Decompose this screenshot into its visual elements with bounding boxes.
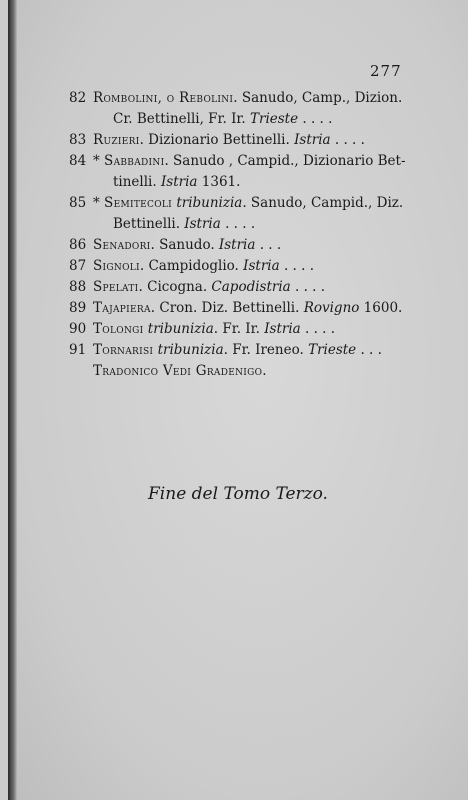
place-name: Istria [294, 132, 331, 148]
asterisk-mark: * [93, 195, 105, 211]
entry-text: . Campidoglio. [139, 258, 244, 274]
entry-number: 90 [69, 321, 87, 337]
entry-number: 83 [69, 132, 87, 148]
entry-tail: . . . . [220, 216, 256, 232]
entry-text: . Fr. Ir. [213, 321, 265, 337]
list-item [69, 193, 429, 235]
place-name: Istria [160, 174, 198, 190]
book-page [8, 0, 468, 800]
entry-text: . Dizionario Bettinelli. [139, 132, 295, 148]
entry-list [69, 88, 429, 382]
entry-number: 88 [69, 279, 87, 295]
family-name: Ruzieri [93, 132, 140, 148]
asterisk-mark: * [93, 153, 105, 169]
entry-tail: . . . . [300, 321, 336, 337]
colophon: Fine del Tomo Terzo. [148, 484, 328, 504]
family-name: Tornarisi [93, 342, 154, 358]
entry-text: Cr. Bettinelli, Fr. Ir. [113, 111, 250, 127]
place-name: Capodistria [211, 279, 291, 295]
entry-text: . Sanudo, Campid., Diz. [242, 195, 404, 211]
entry-text: . Sanudo. [150, 237, 219, 253]
list-item [69, 256, 429, 277]
page-number: 277 [370, 62, 402, 80]
family-name: Signoli [93, 258, 140, 274]
entry-tail: . . . [356, 342, 382, 358]
place-name: Istria [264, 321, 301, 337]
list-item [69, 319, 429, 340]
family-name: Senadori [93, 237, 151, 253]
family-name: Tolongi [93, 321, 144, 337]
entry-tail: . [262, 363, 267, 379]
entry-text: . Sanudo , Campid., Dizionario Bet- [164, 153, 406, 169]
entry-text: Bettinelli. [113, 216, 185, 232]
entry-number: 86 [69, 237, 87, 253]
family-name: Tajapiera [93, 300, 151, 316]
list-item [69, 277, 429, 298]
cross-reference: Tradonico Vedi Gradenigo [93, 363, 263, 379]
list-item [69, 130, 429, 151]
list-item [69, 235, 429, 256]
family-name: Spelati [93, 279, 139, 295]
entry-tail: . . . . [279, 258, 314, 274]
place-name: Rovigno [303, 300, 360, 316]
qualifier: tribunizia [176, 195, 243, 211]
family-name: Semitecoli [104, 195, 173, 211]
place-name: Istria [184, 216, 221, 232]
place-name: Trieste [249, 111, 299, 127]
family-name: Sabbadini [104, 153, 165, 169]
place-name: Istria [243, 258, 280, 274]
binding-gutter [8, 0, 17, 800]
entry-number: 91 [69, 342, 87, 358]
list-item [69, 88, 429, 130]
entry-tail: . . . . [330, 132, 365, 148]
list-item [69, 340, 429, 361]
qualifier: tribunizia [157, 342, 224, 358]
entry-text: . Cron. Diz. Bettinelli. [150, 300, 304, 316]
entry-tail: 1600. [359, 300, 403, 316]
place-name: Istria [218, 237, 256, 253]
list-item [69, 151, 429, 193]
entry-text: tinelli. [113, 174, 161, 190]
entry-tail: . . . [255, 237, 282, 253]
place-name: Trieste [308, 342, 357, 358]
entry-text: . Fr. Ireneo. [223, 342, 309, 358]
entry-tail: . . . . [298, 111, 333, 127]
qualifier: tribunizia [147, 321, 214, 337]
entry-number: 84 [69, 153, 87, 169]
list-item [69, 298, 429, 319]
entry-text: . Sanudo, Camp., Dizion. [233, 90, 403, 106]
entry-number: 82 [69, 90, 87, 106]
entry-number: 89 [69, 300, 87, 316]
entry-tail: 1361. [197, 174, 241, 190]
list-item [69, 361, 429, 382]
entry-text: . Cicogna. [138, 279, 212, 295]
entry-number: 87 [69, 258, 87, 274]
entry-tail: . . . . [290, 279, 326, 295]
entry-number: 85 [69, 195, 87, 211]
family-name: Rombolini, o Rebolini [93, 90, 234, 106]
